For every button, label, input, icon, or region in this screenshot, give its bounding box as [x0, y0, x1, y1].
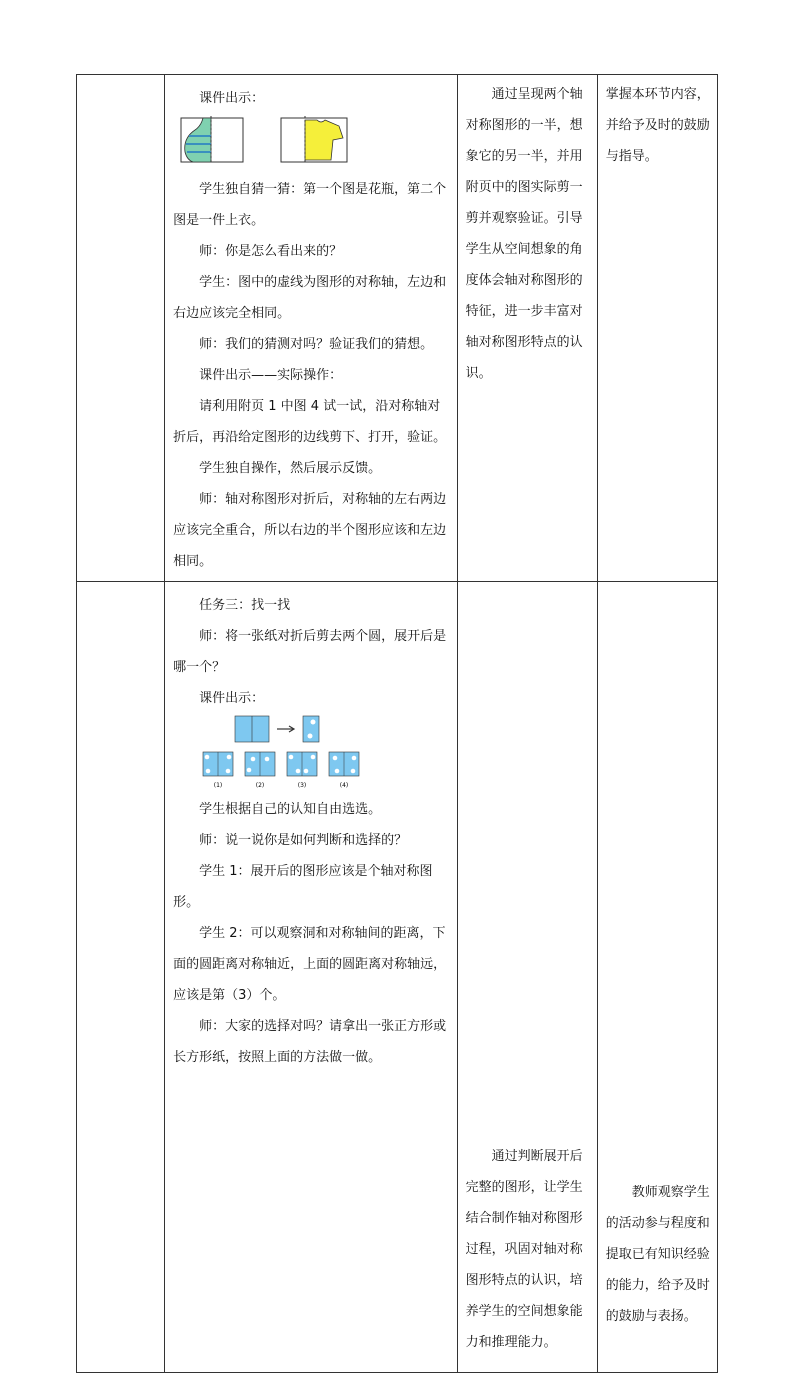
activity-cell [165, 75, 457, 582]
activity-cell [165, 582, 457, 1373]
option-1 [203, 752, 233, 776]
evaluation-cell [597, 582, 717, 1373]
half-figures-image [173, 114, 373, 170]
activity-text: 学生根据自己的认知自由选选。 [199, 802, 382, 817]
activity-text: 学生独自猜一猜：第一个图是花瓶，第二个图是一件上衣。 [173, 182, 447, 228]
option-4 [329, 752, 359, 776]
intent-cell [457, 582, 597, 1373]
option-2 [245, 752, 275, 776]
activity-text: 师：大家的选择对吗？请拿出一张正方形或长方形纸，按照上面的方法做一做。 [173, 1019, 447, 1065]
evaluation-cell [597, 75, 717, 582]
stage-cell [77, 582, 165, 1373]
activity-text: 师：说一说你是如何判断和选择的？ [199, 833, 408, 848]
table-row [77, 75, 718, 582]
activity-text: 课件出示： [199, 91, 265, 106]
fold-figures [173, 714, 448, 794]
option-label: (1) [213, 782, 223, 789]
activity-text: 请利用附页 1 中图 4 试一试，沿对称轴对折后，再沿给定图形的边线剪下、打开，验证。 [173, 399, 447, 445]
activity-text: 师：你是怎么看出来的？ [199, 244, 343, 259]
option-label: (4) [339, 782, 349, 789]
intent-cell [457, 75, 597, 582]
activity-text: 任务三：找一找 [199, 598, 291, 613]
activity-text: 学生 2：可以观察洞和对称轴间的距离，下面的圆距离对称轴近，上面的圆距离对称轴远，应该是第（3）个。 [173, 926, 447, 1003]
activity-text: 学生独自操作，然后展示反馈。 [199, 461, 382, 476]
activity-text: 师：我们的猜测对吗？验证我们的猜想。 [199, 337, 434, 352]
option-label: (3) [297, 782, 307, 789]
evaluation-text: 教师观察学生的活动参与程度和提取已有知识经验的能力，给予及时的鼓励与表扬。 [605, 1185, 710, 1324]
evaluation-text: 掌握本环节内容，并给予及时的鼓励与指导。 [605, 87, 710, 164]
stage-cell [77, 75, 165, 582]
table-row [77, 582, 718, 1373]
activity-text: 师：将一张纸对折后剪去两个圆，展开后是哪一个？ [173, 629, 447, 675]
fold-cut-image [173, 714, 393, 794]
guess-figures [173, 114, 448, 174]
activity-text: 课件出示——实际操作： [199, 368, 343, 383]
activity-text: 课件出示： [199, 691, 265, 706]
lesson-table [76, 74, 718, 1373]
option-3 [287, 752, 317, 776]
design-intent: 通过呈现两个轴对称图形的一半，想象它的另一半，并用附页中的图实际剪一剪并观察验证。引导学生从空间想象的角度体会轴对称图形的特征，进一步丰富对轴对称图形特点的认识。 [465, 87, 583, 381]
design-intent: 通过判断展开后完整的图形，让学生结合制作轴对称图形过程，巩固对轴对称图形特点的认识，培养学生的空间想象能力和推理能力。 [465, 1149, 583, 1350]
activity-text: 学生：图中的虚线为图形的对称轴，左边和右边应该完全相同。 [173, 275, 447, 321]
option-label: (2) [255, 782, 265, 789]
activity-text: 师：轴对称图形对折后，对称轴的左右两边应该完全重合，所以右边的半个图形应该和左边相同。 [173, 492, 447, 569]
activity-text: 学生 1：展开后的图形应该是个轴对称图形。 [173, 864, 433, 910]
